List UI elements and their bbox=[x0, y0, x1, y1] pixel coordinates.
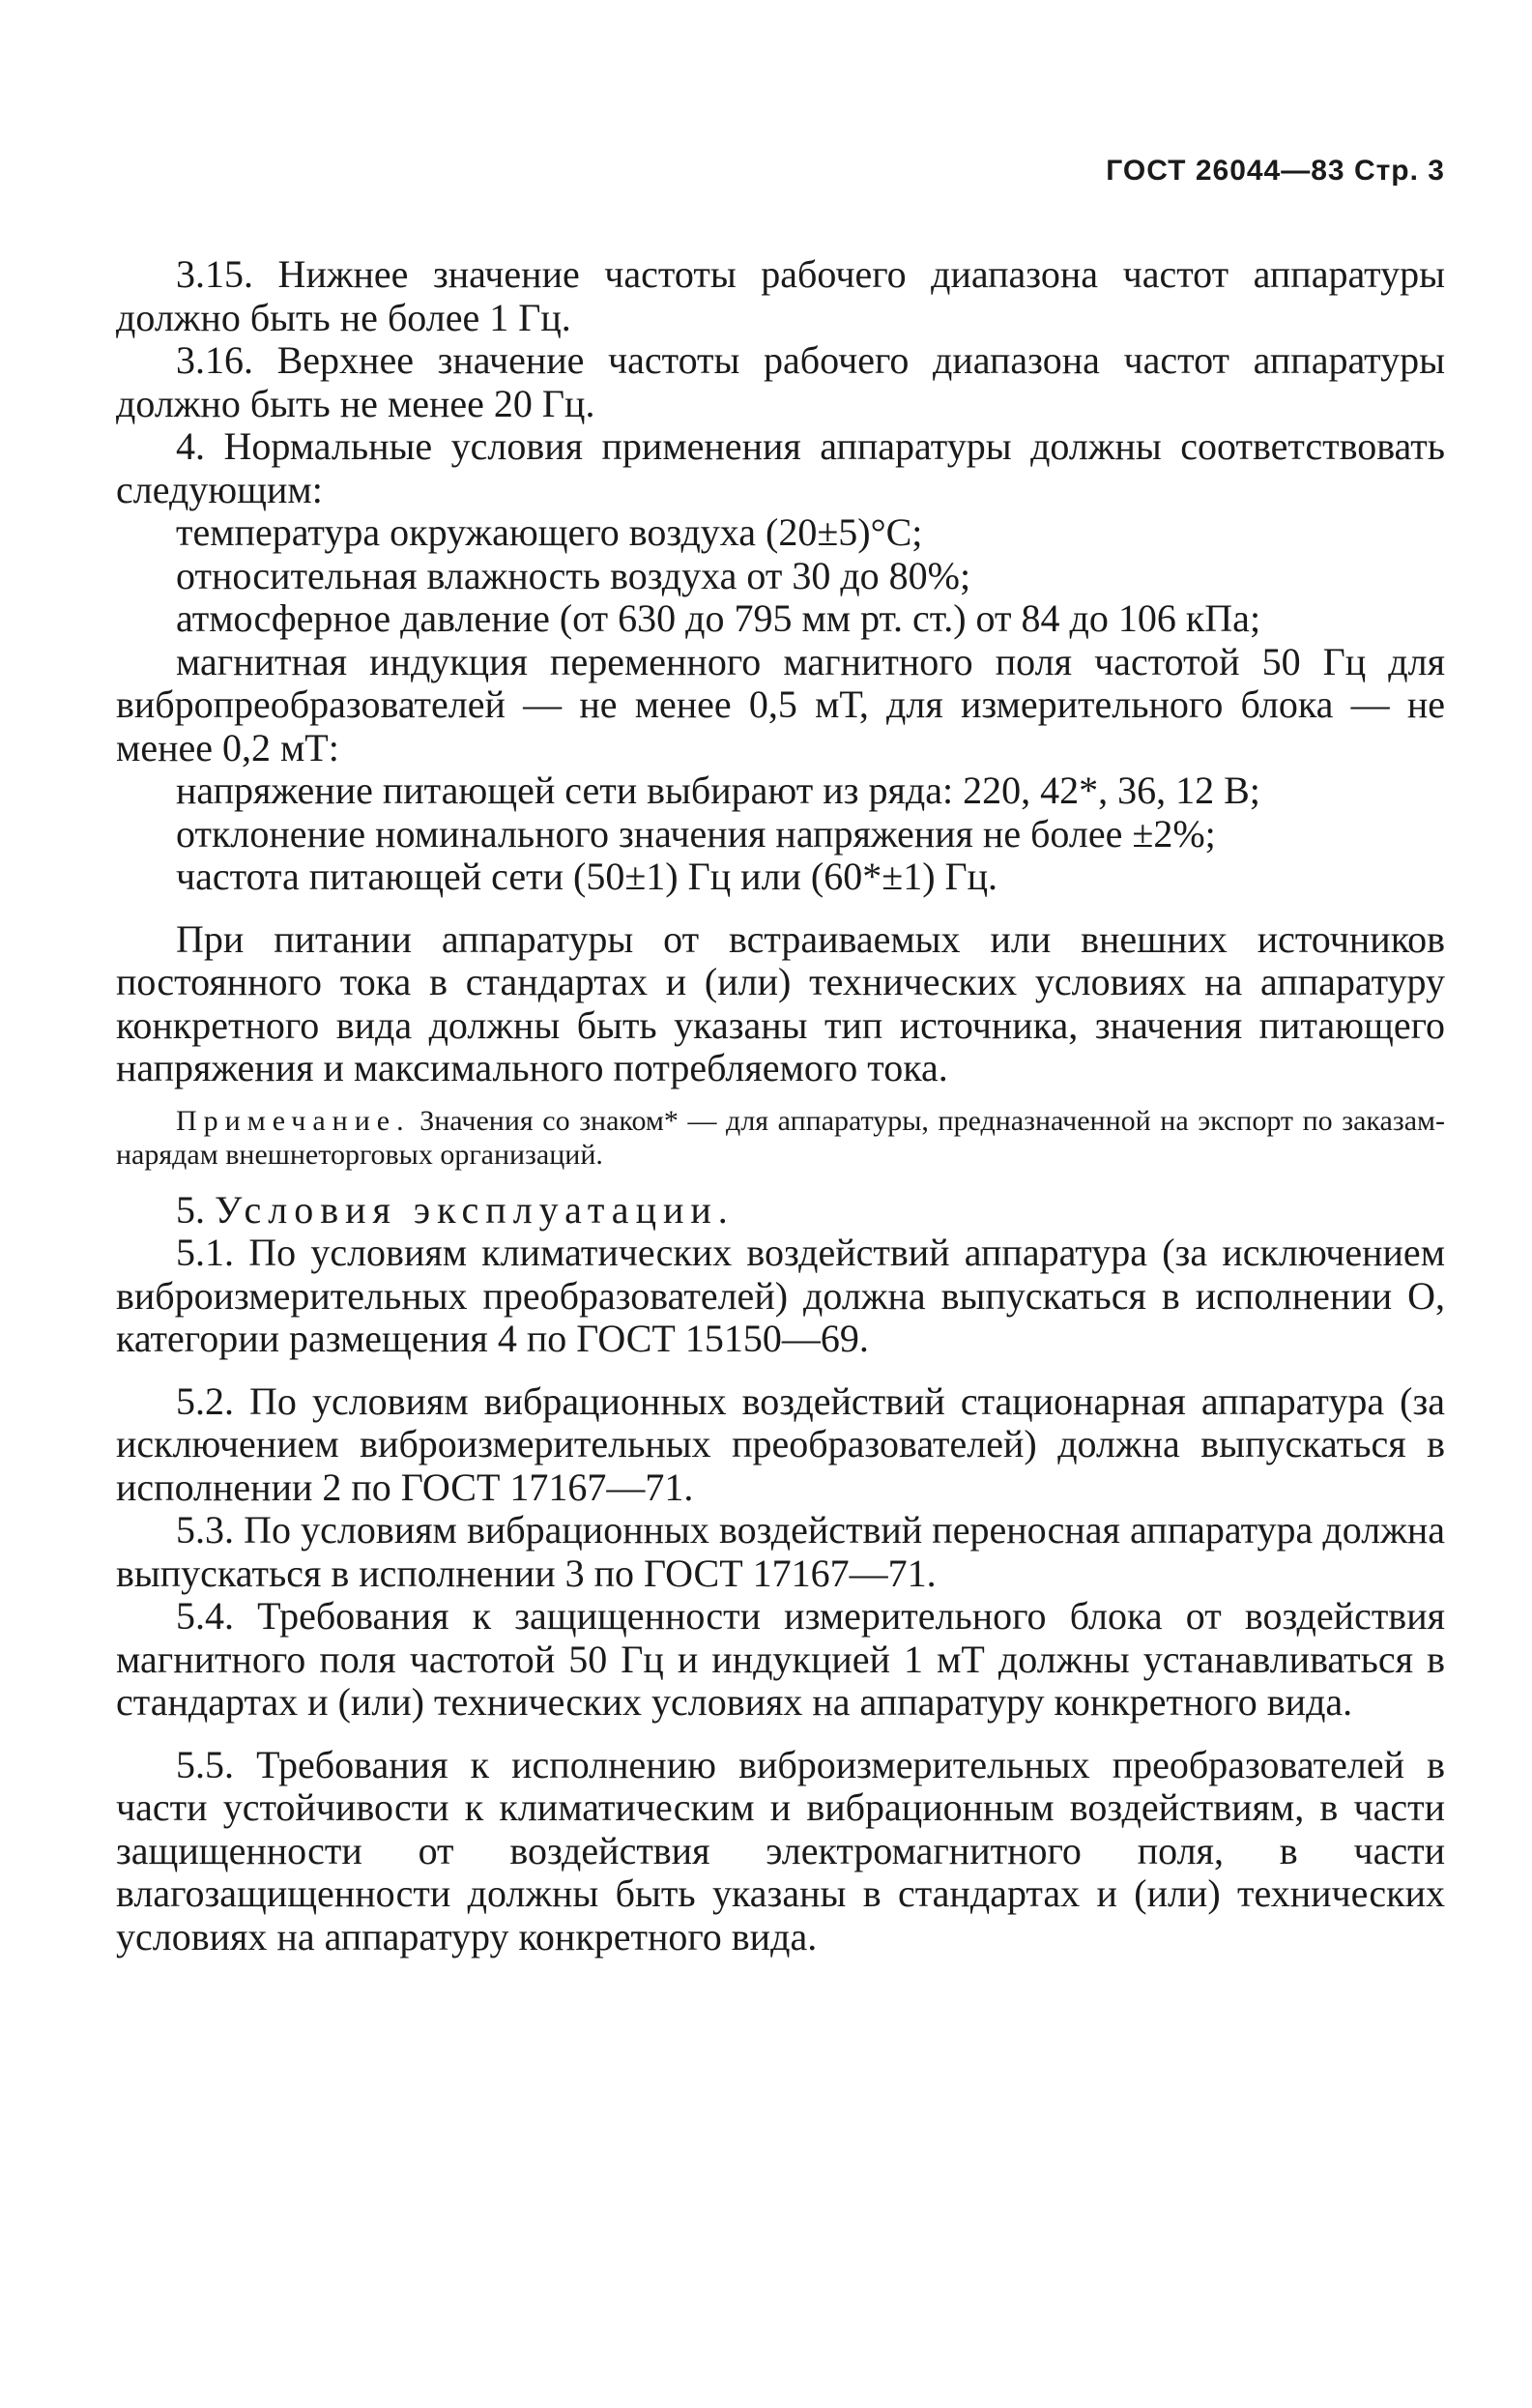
paragraph-5-3: 5.3. По условиям вибрационных воздействий переносная аппаратура должна выпускаться в исполнении 3 по ГОСТ 17167—71. bbox=[116, 1508, 1445, 1595]
section-5-number: 5. bbox=[176, 1187, 205, 1232]
paragraph-5-2: 5.2. По условиям вибрационных воздействий стационарная аппаратура (за исключением виброизмерительных преобразователей) должна выпускаться в исполнении 2 по ГОСТ 17167—71. bbox=[116, 1378, 1445, 1509]
condition-temperature: температура окружающего воздуха (20±5)°С; bbox=[176, 510, 923, 554]
page-header: ГОСТ 26044—83 Стр. 3 bbox=[1106, 155, 1445, 187]
paragraph-5-5: 5.5. Требования к исполнению виброизмерительных преобразователей в части устойчивости к климатическим и вибрационным воздействиям, в части защищенности от воздействия электромагнитного поля, в части влагозащищенности должны быть указаны в стандартах и (или) технических условиях на аппаратуру конкретного вида. bbox=[116, 1742, 1445, 1958]
note bbox=[116, 1104, 1445, 1172]
condition-supply-frequency: частота питающей сети (50±1) Гц или (60*±1) Гц. bbox=[176, 855, 998, 898]
paragraph-3-16: 3.16. Верхнее значение частоты рабочего диапазона частот аппаратуры должно быть не менее 20 Гц. bbox=[116, 338, 1445, 425]
condition-humidity: относительная влажность воздуха от 30 до 80%; bbox=[176, 553, 971, 597]
condition-supply-voltage: напряжение питающей сети выбирают из ряда: 220, 42*, 36, 12 В; bbox=[176, 769, 1260, 812]
note-text: Значения со знаком* — для аппаратуры, предназначенной на экспорт по заказам-нарядам внешнеторговых организаций. bbox=[116, 1104, 1446, 1171]
paragraph-4: 4. Нормальные условия применения аппаратуры должны соответствовать следующим: bbox=[116, 424, 1445, 511]
condition-voltage-deviation: отклонение номинального значения напряжения не более ±2%; bbox=[176, 811, 1216, 856]
section-5-title: Условия эксплуатации. bbox=[215, 1187, 735, 1232]
condition-pressure: атмосферное давление (от 630 до 795 мм рт. ст.) от 84 до 106 кПа; bbox=[176, 596, 1261, 640]
paragraph-3-15: 3.15. Нижнее значение частоты рабочего диапазона частот аппаратуры должно быть не более 1 Гц. bbox=[116, 252, 1445, 339]
section-5-heading bbox=[116, 1189, 1445, 1233]
paragraph-5-1: 5.1. По условиям климатических воздействий аппаратура (за исключением виброизмерительных преобразователей) должна выпускаться в исполнении О, категории размещения 4 по ГОСТ 15150—69. bbox=[116, 1231, 1445, 1360]
paragraph-5-4: 5.4. Требования к защищенности измерительного блока от воздействия магнитного поля частотой 50 Гц и индукцией 1 мТ должны устанавливаться в стандартах и (или) технических условиях на аппаратуру конкретного вида. bbox=[116, 1594, 1445, 1724]
paragraph-dc-power: При питании аппаратуры от встраиваемых или внешних источников постоянного тока в стандартах и (или) технических условиях на аппаратуру конкретного вида должны быть указаны тип источника, значения питающего напряжения и максимального потребляемого тока. bbox=[116, 916, 1445, 1089]
document-body bbox=[116, 253, 1445, 1958]
condition-magnetic-induction: магнитная индукция переменного магнитного поля частотой 50 Гц для вибропреобразователей — не менее 0,5 мТ, для измерительного блока — не менее 0,2 мТ: bbox=[116, 639, 1445, 769]
note-label: Примечание. bbox=[176, 1104, 411, 1137]
